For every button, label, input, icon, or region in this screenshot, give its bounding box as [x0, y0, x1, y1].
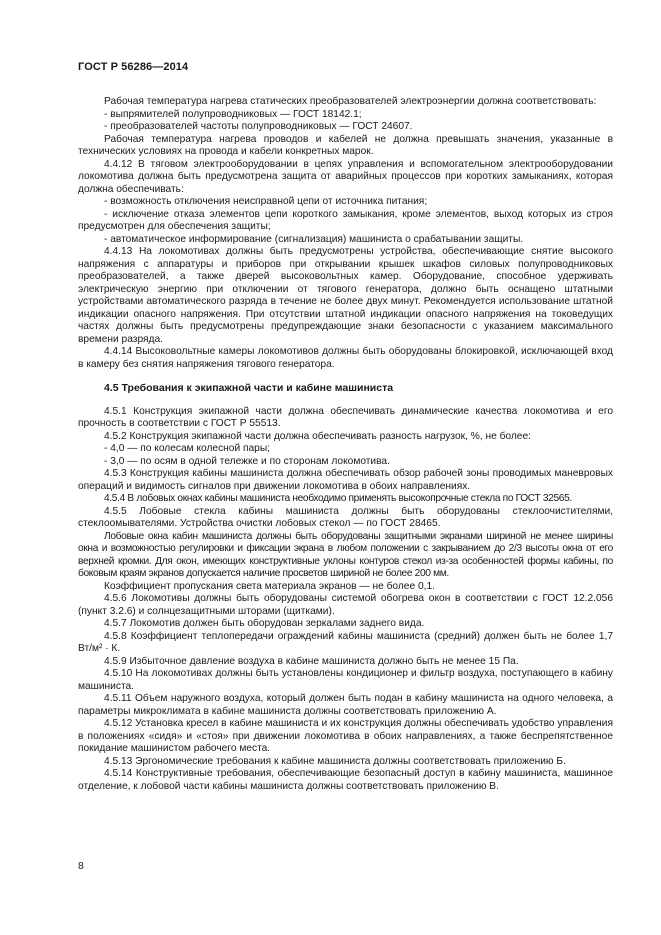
paragraph-4-5-9: 4.5.9 Избыточное давление воздуха в кабине машиниста должно быть не менее 15 Па. [104, 655, 519, 667]
paragraph-light-coefficient: Коэффициент пропускания света материала экранов — не более 0,1. [104, 580, 435, 592]
list-item: - 4,0 — по колесам колесной пары; [104, 443, 270, 454]
paragraph-4-5-5: 4.5.5 Лобовые стекла кабины машиниста должны быть оборудованы стеклоочистителями, стеклоомывателями. Устройства очистки лобовых стекол — по ГОСТ 28465. [78, 505, 613, 529]
list-item: - преобразователей частоты полупроводниковых — ГОСТ 24607. [104, 121, 413, 132]
paragraph-4-5-3: 4.5.3 Конструкция кабины машиниста должна обеспечивать обзор рабочей зоны проводимых маневровых операций и видимость сигналов при движении локомотива в обоих направлениях. [78, 468, 613, 492]
paragraph-4-4-13: 4.4.13 На локомотивах должны быть предусмотрены устройства, обеспечивающие снятие высокого напряжения с аппаратуры и приборов при открывании крышек шкафов силовых полупроводниковых преобразователей, а также дверей высоковольтных камер. Оборудование, способное удерживать электрическую энергию при отключении от тягового генератора, должно быть оснащено штатными устройствами автоматического разряда в течение не более двух минут. Рекомендуется использование штатной индикации опасного напряжения. При отсутствии штатной индикации опасного напряжения на токоведущих частях должны быть предусмотрены предупреждающие знаки безопасности с указанием максимального времени разряда. [78, 246, 613, 345]
paragraph-4-5-1: 4.5.1 Конструкция экипажной части должна обеспечивать динамические качества локомотива и его прочность в соответствии с ГОСТ Р 55513. [78, 405, 613, 429]
paragraph-4-4-14: 4.4.14 Высоковольтные камеры локомотивов должны быть оборудованы блокировкой, исключающей вход в камеру без снятия напряжения тягового генератора. [78, 346, 613, 370]
list-item: - возможность отключения неисправной цепи от источника питания; [104, 196, 428, 207]
list-item: - автоматическое информирование (сигнализация) машиниста о срабатывании защиты. [104, 233, 524, 245]
document-header: ГОСТ Р 56286—2014 [78, 61, 189, 73]
paragraph-4-5-12: 4.5.12 Установка кресел в кабине машиниста и их конструкция должны обеспечивать удобство управления в положениях «сидя» и «стоя» при движении локомотива в обоих направлениях, а также беспрепятственное покидание машинистом рабочего места. [78, 718, 613, 754]
paragraph-4-5-7: 4.5.7 Локомотив должен быть оборудован зеркалами заднего вида. [104, 618, 425, 629]
paragraph-4-5-11: 4.5.11 Объем наружного воздуха, который должен быть подан в кабину машиниста на одного человека, а параметры микроклимата в кабине машиниста должны соответствовать приложению А. [78, 693, 613, 717]
paragraph-4-5-4: 4.5.4 В лобовых окнах кабины машиниста необходимо применять высокопрочные стекла по ГОСТ 32565. [104, 493, 572, 504]
list-item: - 3,0 — по осям в одной тележке и по сторонам локомотива. [104, 455, 390, 467]
paragraph-4-5-8: 4.5.8 Коэффициент теплопередачи ограждений кабины машиниста (средний) должен быть не более 1,7 Вт/м² · К. [78, 630, 613, 654]
list-item: - исключение отказа элементов цепи короткого замыкания, кроме элементов, выход которых из строя предусмотрен для обеспечения защиты; [78, 208, 613, 232]
paragraph: Рабочая температура нагрева проводов и кабелей не должна превышать значения, указанные в технических условиях на провода и кабели конкретных марок. [78, 133, 613, 157]
paragraph-4-5-2: 4.5.2 Конструкция экипажной части должна обеспечивать разность нагрузок, %, не более: [104, 430, 531, 442]
paragraph-4-5-13: 4.5.13 Эргономические требования к кабине машиниста должны соответствовать приложению Б. [104, 755, 566, 767]
paragraph-4-5-10: 4.5.10 На локомотивах должны быть установлены кондиционер и фильтр воздуха, поступающего в кабину машиниста. [78, 668, 613, 692]
paragraph-4-5-6: 4.5.6 Локомотивы должны быть оборудованы системой обогрева окон в соответствии с ГОСТ 12.2.056 (пункт 3.2.6) и солнцезащитными шторами (щитками). [78, 593, 613, 617]
document-body [78, 96, 613, 793]
paragraph: Рабочая температура нагрева статических преобразователей электроэнергии должна соответствовать: [104, 96, 597, 107]
list-item: - выпрямителей полупроводниковых — ГОСТ 18142.1; [104, 108, 362, 120]
paragraph-4-5-14: 4.5.14 Конструктивные требования, обеспечивающие безопасный доступ в кабину машиниста, машинное отделение, к лобовой части кабины машиниста должны соответствовать приложению В. [78, 768, 613, 792]
paragraph-screens: Лобовые окна кабин машиниста должны быть оборудованы защитными экранами шириной не менее ширины окна и возможностью регулировки и фиксации экрана в любом положении с закрыванием до 2/3 высоты окна от его верхней кромки. Для окон, имеющих конструктивные уклоны контуров стекол из-за особенностей формы кабины, по боковым краям экранов допускается наличие просветов шириной не более 200 мм. [78, 530, 613, 579]
paragraph-4-4-12: 4.4.12 В тяговом электрооборудовании в цепях управления и вспомогательном электрооборудовании локомотива должна быть предусмотрена защита от аварийных процессов при коротких замыканиях, которая должна обеспечивать: [78, 158, 613, 195]
page-number: 8 [78, 860, 84, 872]
section-title: 4.5 Требования к экипажной части и кабине машиниста [104, 382, 394, 394]
